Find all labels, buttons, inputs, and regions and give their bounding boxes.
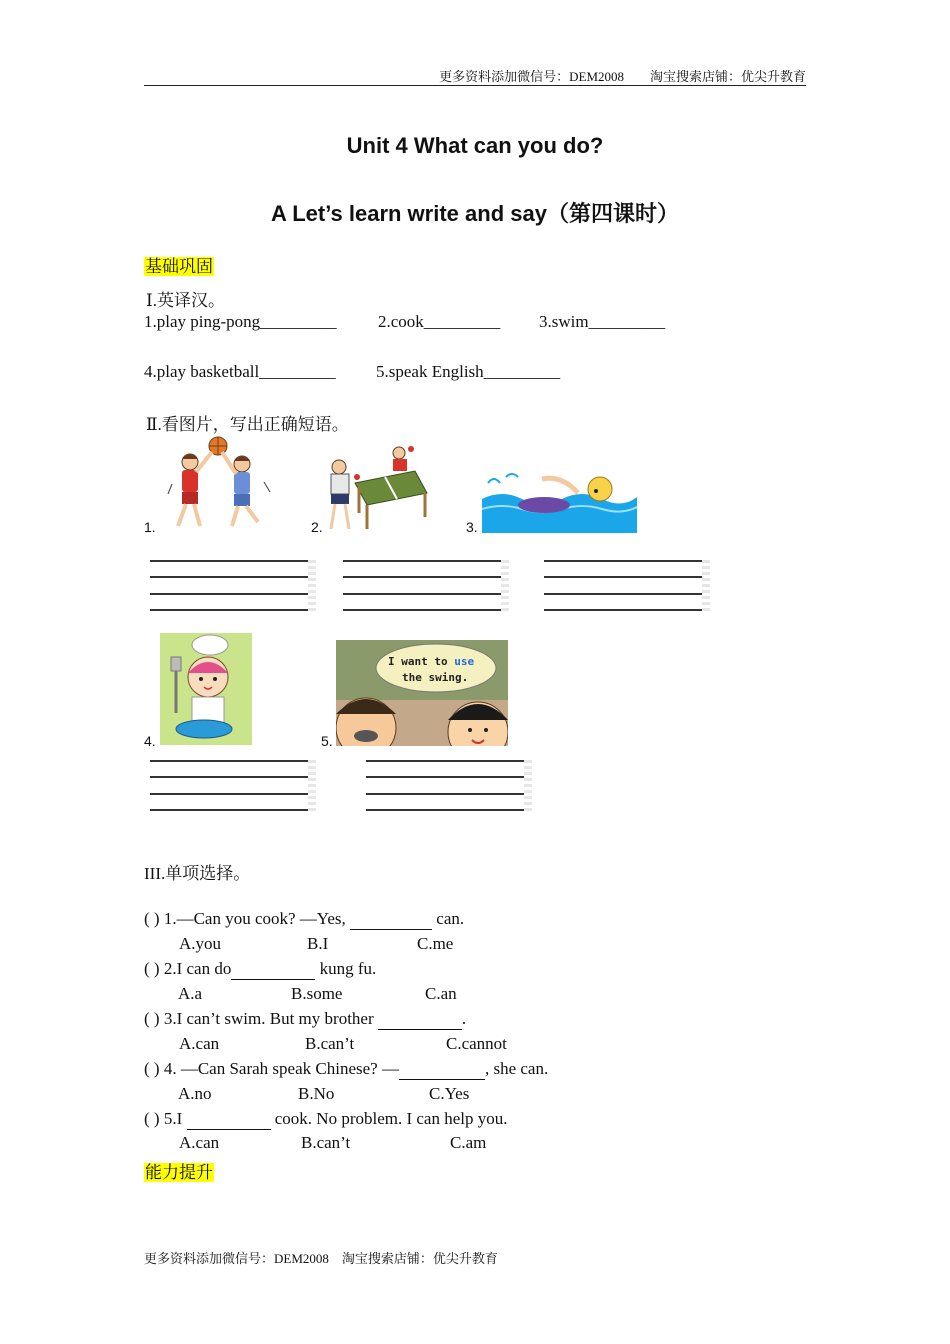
section-advanced-highlight: 能力提升 [145,1163,213,1182]
picture-label-4: 4. [144,733,156,749]
picture-label-5: 5. [321,733,333,749]
part1-heading: Ⅰ.英译汉。 [146,291,225,310]
picture-label-1: 1. [144,519,156,535]
part1-item-5: 5.speak English_________ [376,362,561,381]
answer-lines-4[interactable] [146,758,314,814]
part1-item-2: 2.cook_________ [378,312,501,331]
bubble-text-2: the swing. [402,671,469,684]
section-basic-highlight: 基础巩固 [145,257,213,276]
svg-text:I want to use [388,655,474,668]
q4-option-c: C.Yes [429,1084,470,1103]
question-1-blank[interactable] [350,909,432,930]
question-1-prefix: 1.—Can you cook? —Yes, [163,909,351,928]
question-3-blank[interactable] [378,1009,462,1030]
ping-pong-picture [325,443,429,533]
picture-label-2: 2. [311,519,323,535]
question-3 [144,1009,466,1030]
answer-bracket-4[interactable]: ( ) [144,1059,160,1078]
swing-speech-picture [336,640,508,746]
part1-item-1: 1.play ping-pong_________ [144,312,337,331]
q1-option-a: A.you [179,934,222,953]
question-5-prefix: 5.I [163,1109,187,1128]
swimming-picture [482,469,637,533]
section-basic-label [144,252,214,277]
lesson-title: A Let’s learn write and say（第四课时） [271,201,679,226]
question-3-prefix: 3.I can’t swim. But my brother [163,1009,378,1028]
q2-option-b: B.some [291,984,343,1003]
page-header-text: 更多资料添加微信号：DEM2008 淘宝搜索店铺：优尖升教育 [439,69,806,84]
question-4-suffix: , she can. [484,1059,549,1078]
answer-bracket-1[interactable]: ( ) [144,909,160,928]
picture-label-3: 3. [466,519,478,535]
question-2 [144,959,376,980]
question-2-blank[interactable] [231,959,315,980]
question-2-prefix: 2.I can do [163,959,232,978]
q3-option-c: C.cannot [446,1034,507,1053]
basketball-picture [160,434,275,534]
question-1 [144,909,464,930]
q5-option-b: B.can’t [301,1133,351,1152]
bubble-text-1a: I want to [388,655,455,668]
question-5-blank[interactable] [187,1109,271,1130]
page-footer-text: 更多资料添加微信号：DEM2008 淘宝搜索店铺：优尖升教育 [144,1251,498,1266]
part2-heading: Ⅱ.看图片，写出正确短语。 [146,415,349,434]
question-1-suffix: can. [432,909,465,928]
part1-item-3: 3.swim_________ [539,312,666,331]
question-5 [144,1109,508,1130]
q2-option-c: C.an [425,984,457,1003]
cooking-picture [160,633,252,745]
section-advanced-label [144,1158,214,1183]
part3-heading: III.单项选择。 [144,864,251,883]
answer-lines-2[interactable] [339,558,507,614]
answer-bracket-3[interactable]: ( ) [144,1009,160,1028]
question-5-suffix: cook. No problem. I can help you. [270,1109,508,1128]
answer-lines-3[interactable] [540,558,708,614]
question-4-prefix: 4. —Can Sarah speak Chinese? — [163,1059,399,1078]
q3-option-a: A.can [179,1034,220,1053]
bubble-text-1b: use [454,655,475,668]
q5-option-c: C.am [450,1133,487,1152]
q4-option-b: B.No [298,1084,335,1103]
q2-option-a: A.a [178,984,203,1003]
answer-lines-5[interactable] [362,758,530,814]
header-divider [144,85,806,86]
q5-option-a: A.can [179,1133,220,1152]
part1-item-4: 4.play basketball_________ [144,362,336,381]
answer-bracket-5[interactable]: ( ) [144,1109,160,1128]
unit-title: Unit 4 What can you do? [346,133,604,158]
answer-bracket-2[interactable]: ( ) [144,959,160,978]
q4-option-a: A.no [178,1084,212,1103]
question-4 [144,1059,548,1080]
q3-option-b: B.can’t [305,1034,355,1053]
question-4-blank[interactable] [399,1059,485,1080]
answer-lines-1[interactable] [146,558,314,614]
question-3-suffix: . [461,1009,467,1028]
q1-option-b: B.I [307,934,329,953]
q1-option-c: C.me [417,934,454,953]
question-2-suffix: kung fu. [315,959,377,978]
